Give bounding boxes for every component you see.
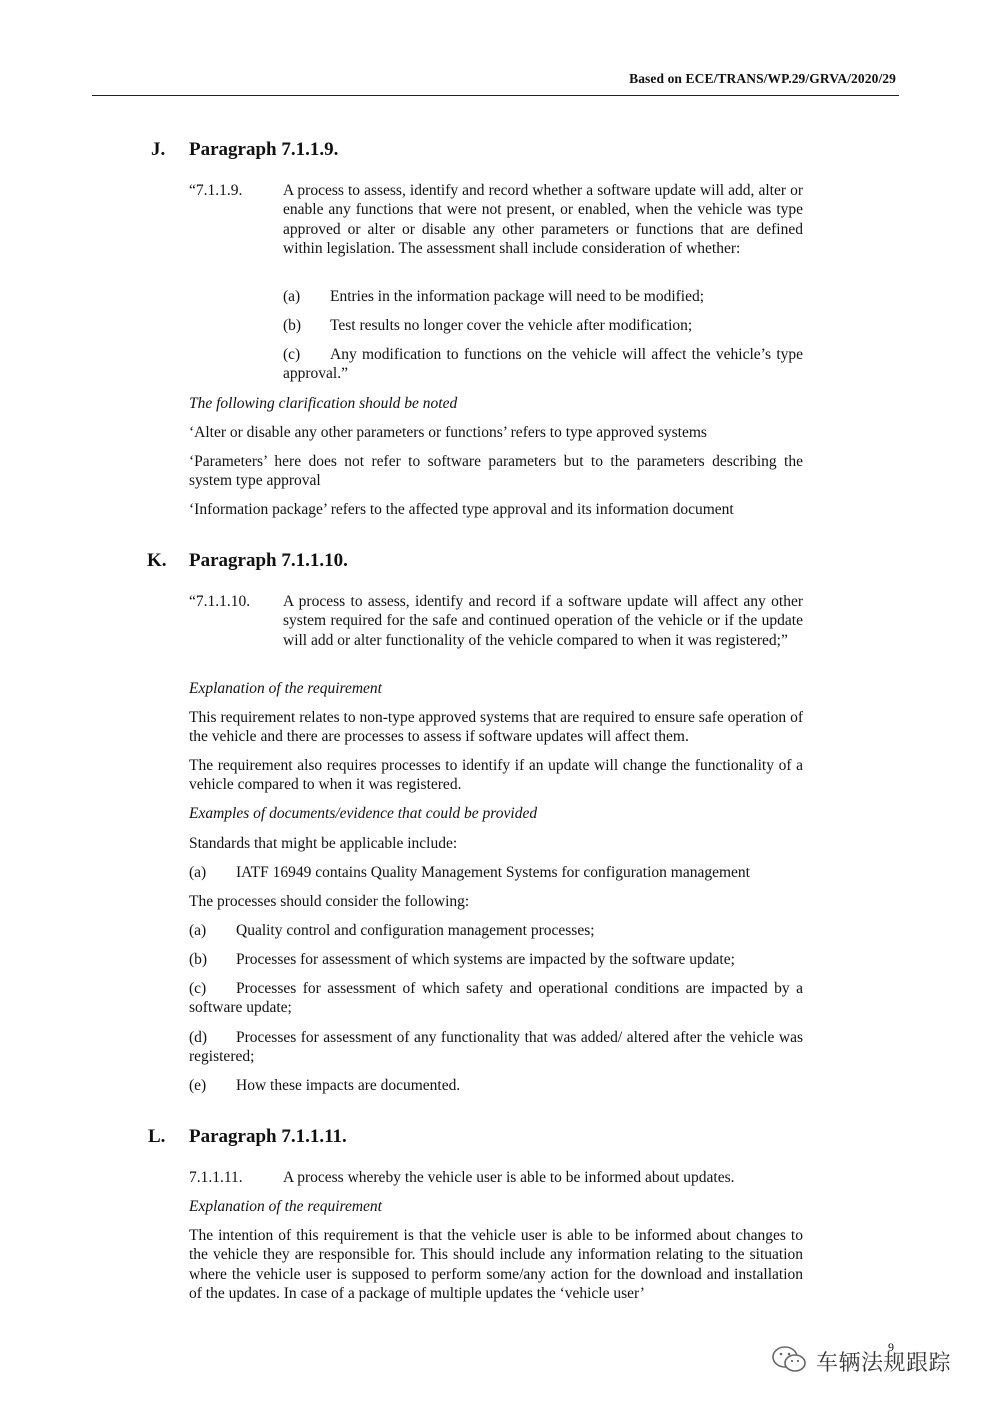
section-title: Paragraph 7.1.1.9. (189, 139, 339, 160)
section-letter: L. (148, 1126, 166, 1147)
standards-intro: Standards that might be applicable include: (189, 835, 458, 852)
explanation-paragraph: The requirement also requires processes to identify if an update will change the functionality of a vehicle compared to when it was registered. (189, 757, 803, 794)
list-label: (b) (189, 951, 208, 968)
document-reference: Based on ECE/TRANS/WP.29/GRVA/2020/29 (629, 71, 896, 86)
page-header (92, 71, 899, 96)
quote-text: A process whereby the vehicle user is able to be informed about updates. (283, 1169, 735, 1186)
watermark-text: 车辆法规跟踪 (816, 1351, 952, 1376)
quote-number: 7.1.1.11. (189, 1169, 243, 1186)
explanation-paragraph: The intention of this requirement is that the vehicle user is able to be informed about changes to the vehicle they are responsible for. This should include any information relating to the situation where the vehicle user is supposed to perform some/any action for the download and installation of the updates. In case of a package of multiple updates the ‘vehicle user’ (189, 1227, 803, 1302)
examples-heading: Examples of documents/evidence that could be provided (189, 805, 538, 822)
section-letter: J. (151, 139, 166, 160)
quote-number: “7.1.1.9. (189, 182, 243, 199)
list-label: (d) (189, 1029, 208, 1046)
list-label: (c) (283, 346, 301, 363)
list-text: Quality control and configuration management processes; (236, 922, 595, 939)
process-item (189, 1076, 460, 1095)
process-item (189, 950, 735, 969)
list-text: Processes for assessment of which systems are impacted by the software update; (236, 951, 735, 968)
process-item (189, 979, 803, 1018)
quote-text: A process to assess, identify and record whether a software update will add, alter or enable any functions that were not present, or enabled, when the vehicle was type approved or alter or disable any other parameters or functions that are defined within legislation. The assessment shall include consideration of whether: (283, 182, 803, 257)
explanation-paragraph: This requirement relates to non-type approved systems that are required to ensure safe operation of the vehicle and there are processes to assess if software updates will affect them. (189, 709, 803, 746)
explanation-heading: Explanation of the requirement (189, 680, 382, 697)
process-item (189, 1028, 803, 1067)
list-text: Processes for assessment of any functionality that was added/ altered after the vehicle was registered; (189, 1029, 803, 1066)
list-text: IATF 16949 contains Quality Management Systems for configuration management (236, 864, 750, 881)
process-item (189, 921, 595, 940)
section-title: Paragraph 7.1.1.10. (189, 550, 348, 571)
list-label: (a) (189, 922, 207, 939)
list-text: How these impacts are documented. (236, 1077, 461, 1094)
list-item (283, 345, 803, 384)
list-label: (e) (189, 1077, 207, 1094)
clarification-paragraph: ‘Information package’ refers to the affected type approval and its information document (189, 501, 734, 518)
explanation-heading: Explanation of the requirement (189, 1198, 382, 1215)
list-item (283, 316, 803, 335)
page-number: 9 (888, 1340, 894, 1354)
list-item (283, 287, 803, 306)
list-label: (a) (189, 864, 207, 881)
list-text: Test results no longer cover the vehicle after modification; (330, 317, 693, 334)
quote-number: “7.1.1.10. (189, 593, 251, 610)
section-letter: K. (147, 550, 167, 571)
processes-intro: The processes should consider the following: (189, 893, 470, 910)
list-text: Processes for assessment of which safety and operational conditions are impacted by a software update; (189, 980, 803, 1017)
clarification-heading: The following clarification should be noted (189, 395, 458, 412)
standards-item (189, 863, 750, 882)
list-text: Any modification to functions on the vehicle will affect the vehicle’s type approval.” (283, 346, 803, 383)
section-title: Paragraph 7.1.1.11. (189, 1126, 347, 1147)
watermark (770, 1340, 970, 1380)
list-label: (b) (283, 317, 302, 334)
wechat-icon (770, 1344, 810, 1376)
clarification-paragraph: ‘Alter or disable any other parameters or functions’ refers to type approved systems (189, 424, 707, 441)
list-label: (c) (189, 980, 207, 997)
list-label: (a) (283, 288, 301, 305)
list-text: Entries in the information package will need to be modified; (330, 288, 705, 305)
quote-text: A process to assess, identify and record if a software update will affect any other system required for the safe and continued operation of the vehicle or if the update will add or alter functionality of the vehicle compared to when it was registered;” (283, 593, 803, 649)
clarification-paragraph: ‘Parameters’ here does not refer to software parameters but to the parameters describing the system type approval (189, 453, 803, 490)
